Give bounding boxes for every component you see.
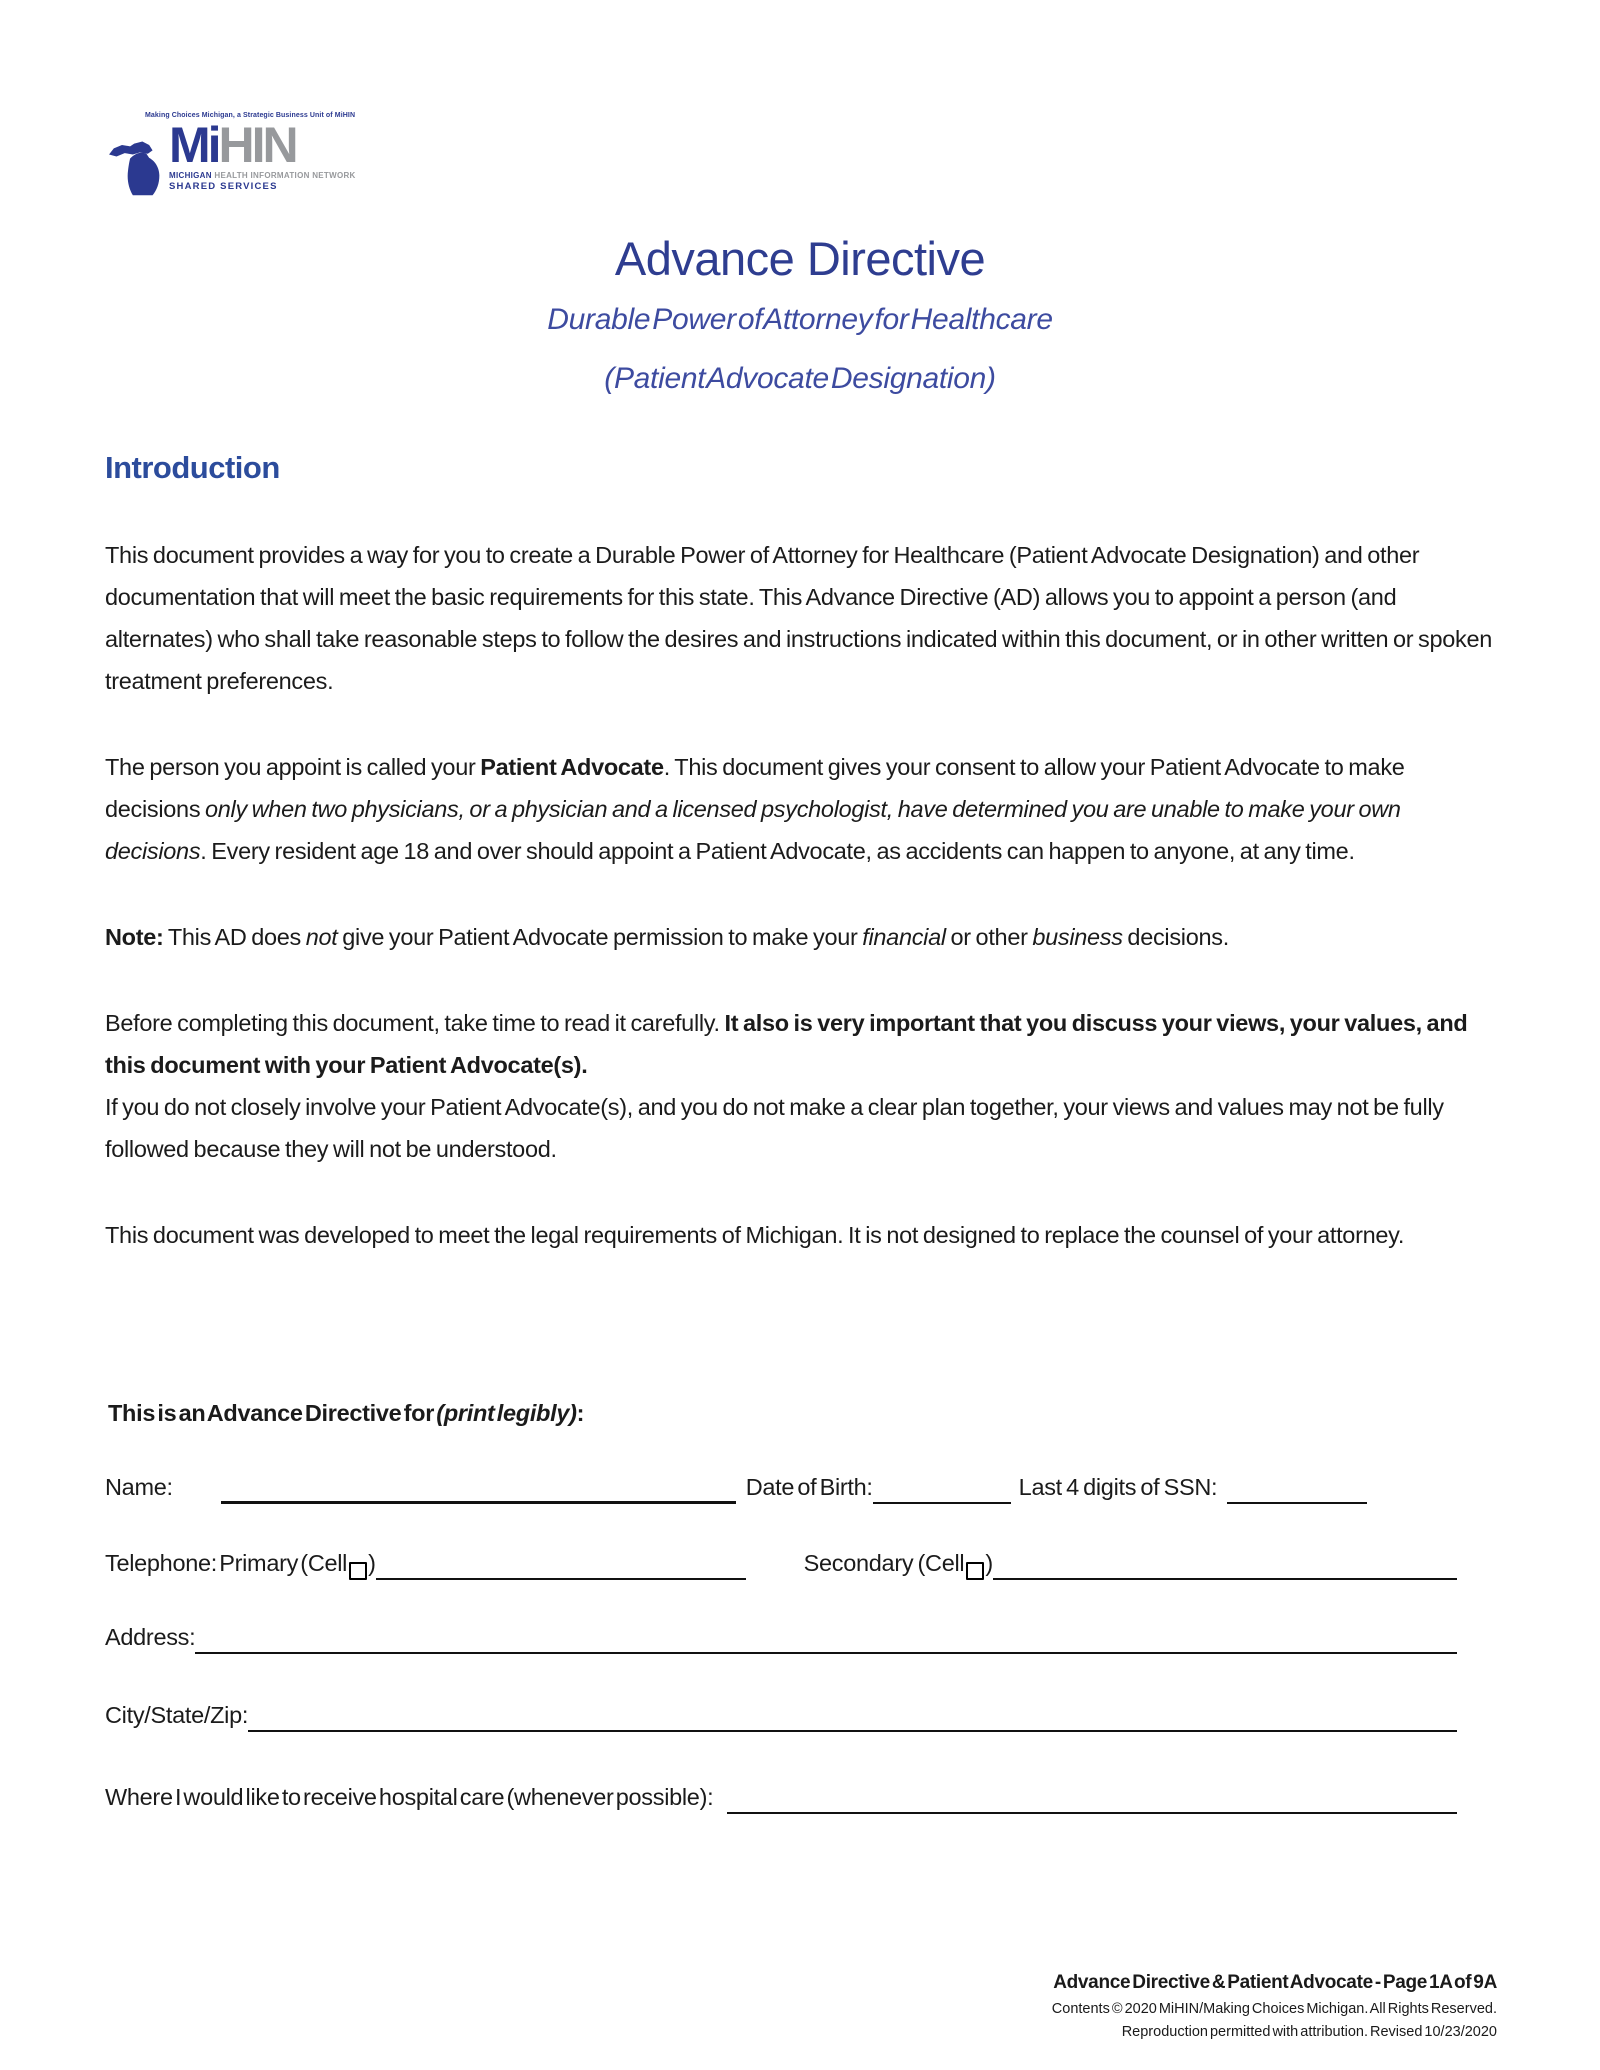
dob-label: Date of Birth: bbox=[745, 1474, 873, 1500]
telephone-secondary-label: Secondary (Cell bbox=[803, 1550, 965, 1576]
hospital-preference-row bbox=[105, 1778, 1457, 1814]
city-state-zip-input-line[interactable] bbox=[248, 1696, 1457, 1732]
telephone-primary-input-line[interactable] bbox=[376, 1544, 746, 1580]
logo-text-column bbox=[169, 117, 356, 192]
name-label: Name: bbox=[105, 1474, 173, 1500]
wordmark-mi: Mi bbox=[169, 117, 219, 173]
telephone-primary-close: ) bbox=[368, 1550, 376, 1576]
logo-tagline: Making Choices Michigan, a Strategic Business Unit of MiHIN bbox=[145, 112, 356, 119]
intro-paragraph-2: The person you appoint is called your Patient Advocate. This document gives your consent to allow your Patient Advocate to make decisions only when two physicians, or a physician and a licensed psychologist, have determined you are unable to make your own decisions. Every resident age 18 and over should appoint a Patient Advocate, as accidents can happen to anyone, at any time. bbox=[105, 754, 1405, 864]
logo-shared-services: SHARED SERVICES bbox=[169, 181, 278, 192]
ssn-label: Last 4 digits of SSN: bbox=[1018, 1474, 1218, 1500]
introduction-heading: Introduction bbox=[105, 450, 280, 485]
intro-paragraph-note: Note: This AD does not give your Patient Advocate permission to make your financial or other business decisions. bbox=[105, 924, 1229, 950]
city-state-zip-label: City/State/Zip: bbox=[105, 1702, 249, 1728]
page-footer bbox=[1052, 1972, 1497, 2044]
logo-network-line bbox=[169, 171, 356, 180]
footer-copyright: Contents © 2020 MiHIN/Making Choices Michigan. All Rights Reserved. bbox=[1051, 2001, 1497, 2017]
logo-network-text: HEALTH INFORMATION NETWORK bbox=[211, 171, 356, 180]
hospital-preference-label: Where I would like to receive hospital care (whenever possible): bbox=[105, 1784, 714, 1810]
address-row bbox=[105, 1618, 1457, 1654]
city-state-zip-row bbox=[105, 1696, 1457, 1732]
title-block bbox=[0, 228, 1600, 408]
intro-paragraph-3: Before completing this document, take time to read it carefully. It also is very important that you discuss your views, your values, and this document with your Patient Advocate(s). If you do not closely involve your Patient Advocate(s), and you do not make a clear plan together, your views and values may not be fully followed because they will not be understood. bbox=[105, 1010, 1468, 1162]
document-subtitle-line2: (Patient Advocate Designation) bbox=[604, 362, 996, 395]
secondary-cell-checkbox[interactable] bbox=[966, 1562, 984, 1580]
telephone-row bbox=[105, 1544, 1457, 1580]
primary-cell-checkbox[interactable] bbox=[349, 1562, 367, 1580]
document-title: Advance Directive bbox=[614, 232, 986, 285]
michigan-state-icon bbox=[107, 127, 175, 201]
hospital-preference-input-line[interactable] bbox=[727, 1778, 1457, 1814]
mihin-logo bbox=[107, 112, 356, 213]
form-lead-line: This is an Advance Directive for (print legibly): bbox=[108, 1400, 585, 1426]
logo-main bbox=[107, 117, 356, 213]
name-row bbox=[105, 1468, 1457, 1504]
logo-michigan-text: MICHIGAN bbox=[169, 171, 212, 180]
telephone-primary-label: Telephone: Primary (Cell bbox=[105, 1550, 348, 1576]
footer-revision: Reproduction permitted with attribution. Revised 10/23/2020 bbox=[1121, 2024, 1497, 2040]
address-input-line[interactable] bbox=[195, 1618, 1457, 1654]
introduction-body bbox=[105, 534, 1497, 1300]
intro-paragraph-4: This document was developed to meet the legal requirements of Michigan. It is not designed to replace the counsel of your attorney. bbox=[105, 1222, 1405, 1248]
address-label: Address: bbox=[105, 1624, 196, 1650]
telephone-secondary-input-line[interactable] bbox=[993, 1544, 1457, 1580]
telephone-secondary-close: ) bbox=[985, 1550, 993, 1576]
intro-paragraph-1: This document provides a way for you to create a Durable Power of Attorney for Healthcare (Patient Advocate Designation) and other documentation that will meet the basic requirements for this state. This Advance Directive (AD) allows you to appoint a person (and alternates) who shall take reasonable steps to follow the desires and instructions indicated within this document, or in other written or spoken treatment preferences. bbox=[105, 542, 1493, 694]
dob-input-line[interactable] bbox=[873, 1468, 1011, 1504]
footer-page-number: Advance Directive & Patient Advocate - Page 1A of 9A bbox=[1053, 1972, 1497, 1993]
wordmark-hin: HIN bbox=[218, 117, 296, 173]
logo-wordmark bbox=[169, 117, 337, 173]
michigan-lower-peninsula-shape bbox=[128, 153, 160, 196]
ssn-input-line[interactable] bbox=[1227, 1468, 1367, 1504]
name-input-line[interactable] bbox=[221, 1467, 736, 1504]
document-subtitle-line1: Durable Power of Attorney for Healthcare bbox=[547, 303, 1053, 336]
